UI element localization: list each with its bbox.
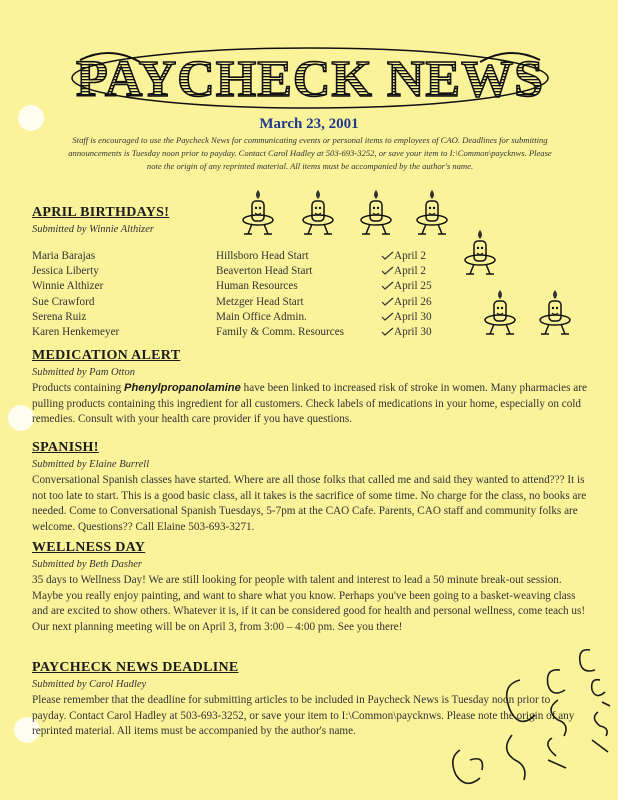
drug-name: Phenylpropanolamine: [123, 382, 241, 394]
list-item: Human Resources: [216, 280, 298, 293]
checkmark-icon: [381, 297, 394, 306]
masthead-logo: [70, 40, 550, 115]
intro-text: Staff is encouraged to use the Paycheck News for communicating events or personal items to employees of CAO. Deadlines for submitting announcements is Tuesday noon prior to payday. Contact Carol Hadley at 503-693-3252, or save your item to I:\Common\paycknws. Please note the origin of any reprinted material. All items must be accompanied by the author's name.: [68, 135, 552, 171]
medication-body: Products containing Phenylpropanolamine have been linked to increased risk of stroke in women. Many pharmacies are pulling products containing this ingredient for all customers. Check labels of medications in your home, especially on cold remedies. Consult with your health care provider if you have questions.: [32, 382, 587, 425]
list-item: April 30: [381, 310, 432, 325]
medication-heading: MEDICATION ALERT: [32, 348, 181, 363]
birthday-candle-icon: [410, 188, 454, 238]
list-item: Main Office Admin.: [216, 310, 307, 323]
checkmark-icon: [381, 327, 394, 336]
spanish-submitted: Submitted by Elaine Burrell: [32, 459, 150, 470]
list-item: Maria Barajas: [32, 250, 96, 262]
birthday-candle-icon: [236, 188, 280, 238]
list-item: Karen Henkemeyer: [32, 326, 120, 339]
svg-text:PAYCHECK NEWS: PAYCHECK NEWS: [75, 51, 545, 108]
wellness-heading: WELLNESS DAY: [32, 540, 146, 555]
medication-submitted: Submitted by Pam Otton: [32, 367, 135, 378]
deadline-submitted: Submitted by Carol Hadley: [32, 679, 147, 690]
spanish-body: Conversational Spanish classes have started. Where are all those folks that called me and said they wanted to attend??? It is not too late to start. This is a good basic class, all it takes is the sacrifice of some time. No charge for the class, no books are needed. Come to Conversational Spanish Tuesdays, 5-7pm at the CAO Cafe. Parents, CAO staff and community folks are welcome. Questions?? Call Elaine 503-693-3271.: [32, 474, 587, 533]
list-item: Winnie Althizer: [32, 280, 104, 293]
checkmark-icon: [381, 281, 394, 290]
list-item: Sue Crawford: [32, 295, 95, 308]
deadline-body: Please remember that the deadline for submitting articles to be included in Paycheck News is Tuesday noon prior to payday. Contact Carol Hadley at 503-693-3252, or save your item to I:\Common\paycknws. Please note the origin of any reprinted material. All items must be accompanied by the author's name.: [32, 694, 575, 737]
list-item: April 25: [381, 279, 432, 294]
birthday-candle-icon: [296, 188, 340, 238]
list-item: Hillsboro Head Start: [216, 250, 309, 262]
list-item: Metzger Head Start: [216, 295, 304, 308]
punch-hole-middle: [8, 405, 34, 431]
list-item: April 26: [381, 295, 432, 310]
list-item: April 2: [381, 264, 432, 279]
wellness-submitted: Submitted by Beth Dasher: [32, 559, 142, 570]
list-item: Jessica Liberty: [32, 265, 99, 278]
list-item: Beaverton Head Start: [216, 265, 313, 278]
birthday-candle-icon: [533, 288, 577, 338]
birthday-candle-icon: [478, 288, 522, 338]
list-item: April 2: [381, 249, 432, 264]
checkmark-icon: [381, 251, 394, 260]
birthday-dates: [381, 249, 432, 340]
list-item: April 30: [381, 325, 432, 340]
birthdays-submitted: Submitted by Winnie Althizer: [32, 224, 155, 235]
birthday-departments: [216, 249, 344, 340]
checkmark-icon: [381, 312, 394, 321]
handwritten-note: [440, 640, 618, 800]
birthday-candle-icon: [458, 228, 502, 278]
deadline-heading: PAYCHECK NEWS DEADLINE: [32, 660, 239, 675]
birthdays-heading: APRIL BIRTHDAYS!: [32, 205, 170, 220]
birthday-names: [32, 249, 119, 340]
list-item: Serena Ruiz: [32, 310, 87, 323]
birthday-candle-icon: [354, 188, 398, 238]
issue-date: March 23, 2001: [259, 116, 359, 132]
checkmark-icon: [381, 266, 394, 275]
spanish-heading: SPANISH!: [32, 440, 99, 455]
wellness-body: 35 days to Wellness Day! We are still looking for people with talent and interest to lead a 50 minute break-out session. Maybe you really enjoy painting, and want to share what you know. Perhaps you've been going to a basket-weaving class and are excited to show others. Whatever it is, if it can be considered good for health and personal wellness, come teach us! Our next planning meeting will be on April 3, from 3:00 – 4:00 pm. See you there!: [32, 574, 586, 633]
list-item: Family & Comm. Resources: [216, 326, 345, 339]
